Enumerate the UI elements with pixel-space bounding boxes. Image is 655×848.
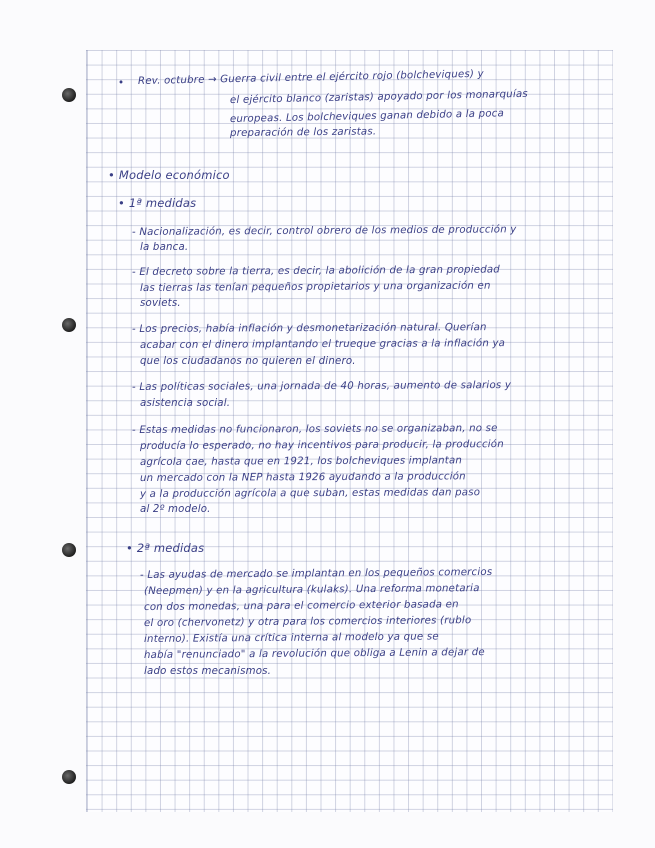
subsection-heading: • 2ª medidas bbox=[126, 541, 205, 555]
text-line: que los ciudadanos no quieren el dinero. bbox=[140, 356, 356, 367]
text-line: - Los precios, había inflación y desmonetarización natural. Querían bbox=[131, 322, 487, 335]
text-line: - Nacionalización, es decir, control obrero de los medios de producción y bbox=[131, 224, 517, 238]
text-line: preparación de los zaristas. bbox=[229, 126, 377, 139]
text-line: las tierras las tenían pequeños propietarios y una organización en bbox=[139, 280, 491, 294]
text-line: el ejército blanco (zaristas) apoyado por los monarquías bbox=[229, 88, 529, 106]
bullet-symbol: • bbox=[118, 78, 125, 89]
text-line: producía lo esperado, no hay incentivos para producir, la producción bbox=[139, 439, 504, 452]
text-line: soviets. bbox=[140, 298, 181, 309]
text-line: agrícola cae, hasta que en 1921, los bolcheviques implantan bbox=[139, 455, 463, 468]
text-line: con dos monedas, una para el comercio exterior basada en bbox=[143, 599, 459, 613]
text-line: al 2º modelo. bbox=[140, 504, 211, 515]
text-line: - Las políticas sociales, una jornada de 40 horas, aumento de salarios y bbox=[131, 380, 512, 393]
text-line: Rev. octubre → Guerra civil entre el ejército rojo (bolcheviques) y bbox=[137, 68, 484, 87]
text-line: - Las ayudas de mercado se implantan en los pequeños comercios bbox=[139, 566, 493, 581]
text-line: - El decreto sobre la tierra, es decir, la abolición de la gran propiedad bbox=[131, 264, 500, 278]
text-line: y a la producción agrícola a que suban, estas medidas dan paso bbox=[139, 487, 481, 500]
text-line: lado estos mecanismos. bbox=[144, 666, 272, 677]
section-heading: • Modelo económico bbox=[108, 168, 230, 182]
text-line: un mercado con la NEP hasta 1926 ayudando a la producción bbox=[139, 471, 466, 484]
text-line: la banca. bbox=[140, 242, 189, 253]
text-line: el oro (chervonetz) y otra para los comercios interiores (rublo bbox=[143, 615, 472, 629]
text-line: había "renunciado" a la revolución que obliga a Lenin a dejar de bbox=[143, 647, 485, 661]
text-line: asistencia social. bbox=[140, 398, 231, 409]
text-line: (Neepmen) y en la agricultura (kulaks). Una reforma monetaria bbox=[143, 583, 480, 597]
subsection-heading: • 1ª medidas bbox=[118, 196, 197, 210]
text-line: europeas. Los bolcheviques ganan debido a la poca bbox=[229, 108, 505, 125]
text-line: acabar con el dinero implantando el trueque gracias a la inflación ya bbox=[139, 338, 506, 351]
text-line: interno). Existía una crítica interna al modelo ya que se bbox=[143, 631, 439, 645]
text-line: - Estas medidas no funcionaron, los soviets no se organizaban, no se bbox=[131, 423, 498, 436]
